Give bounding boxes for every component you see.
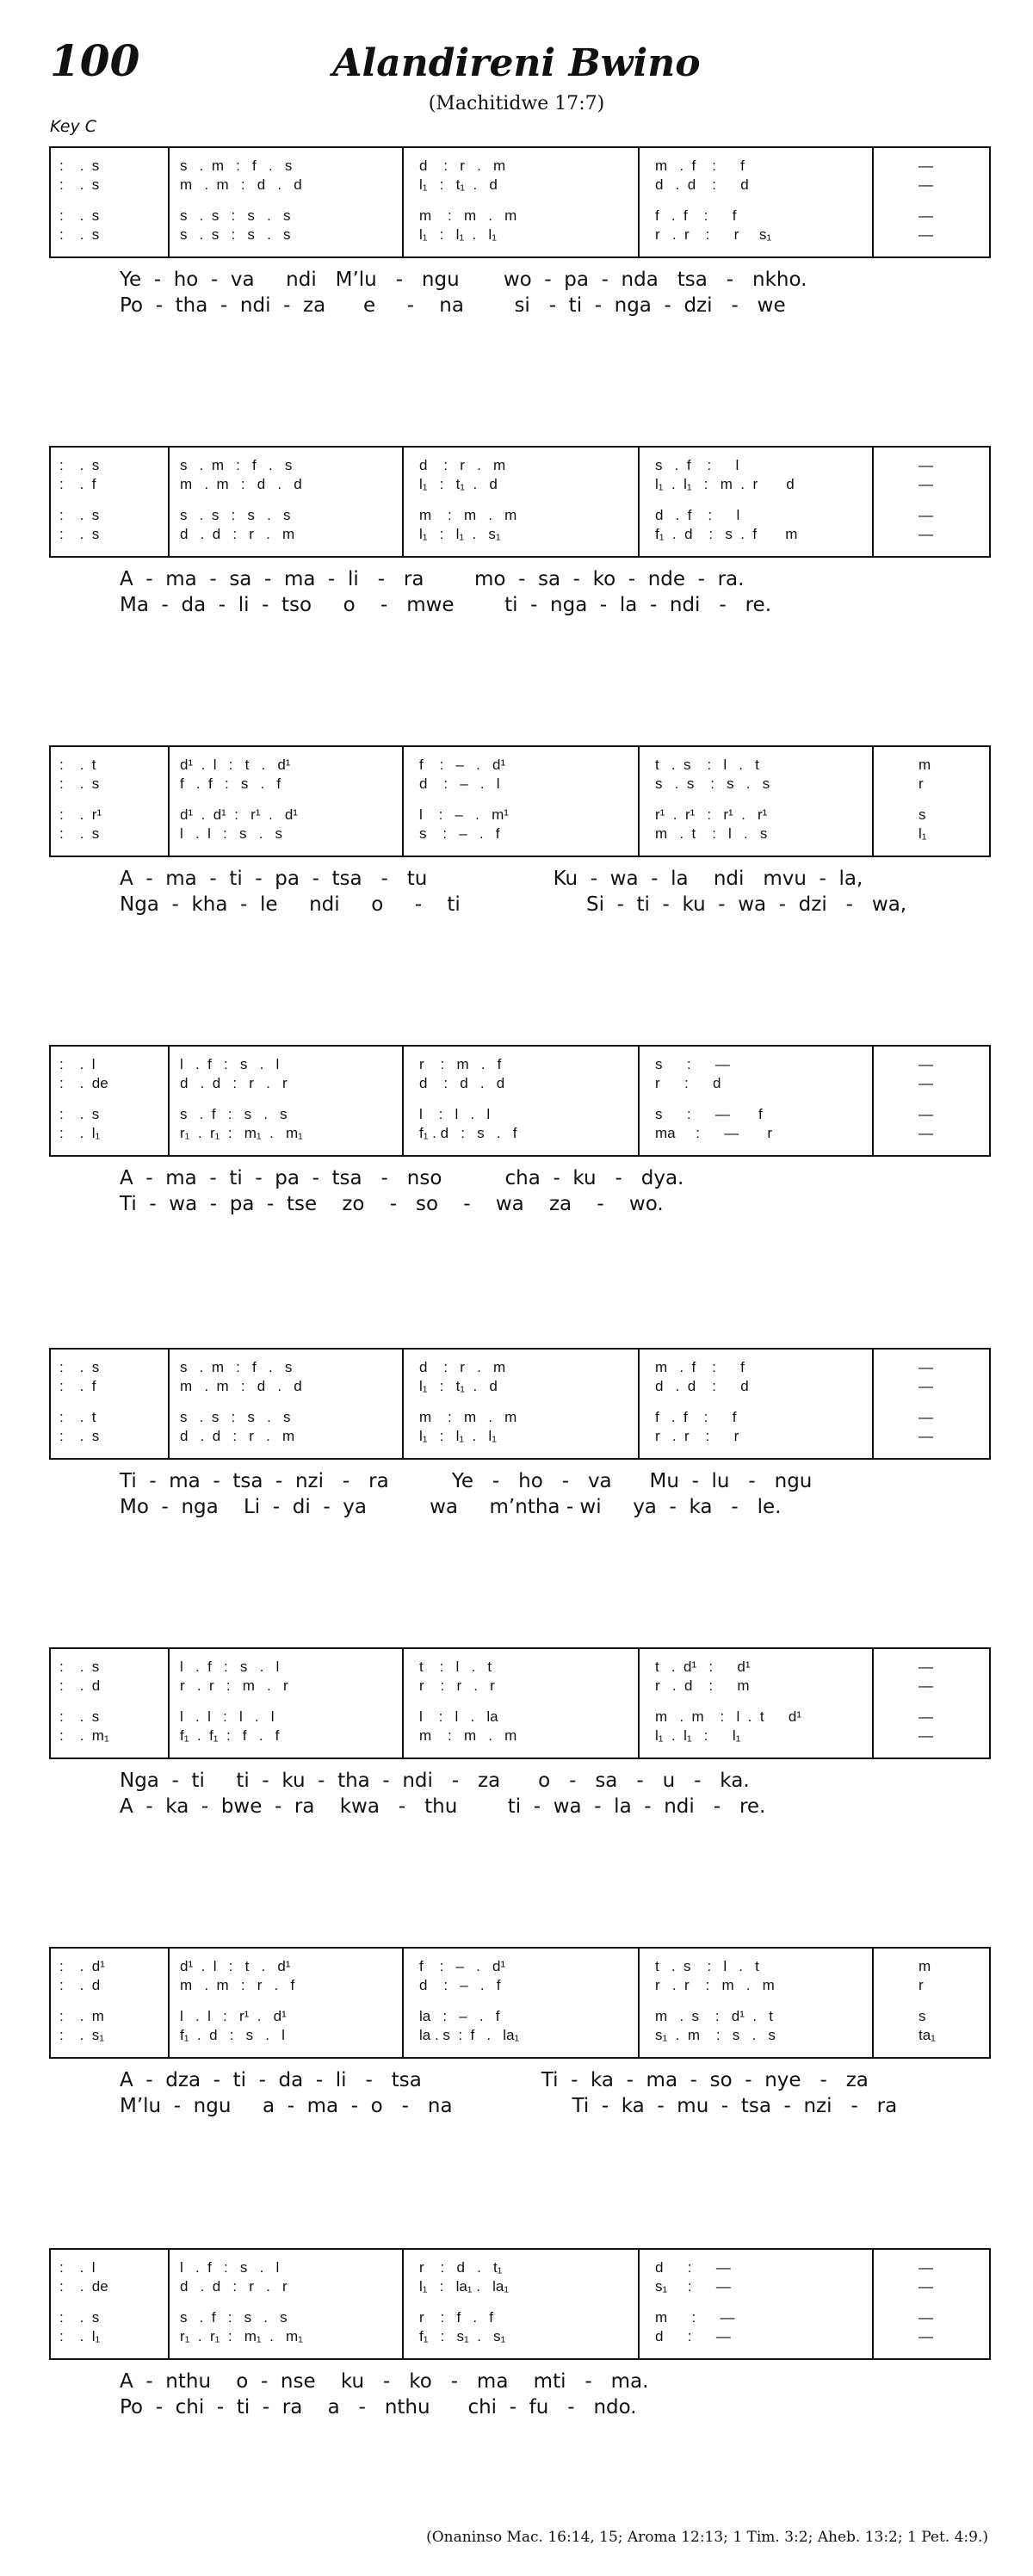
barline	[168, 148, 170, 256]
alto-measure-3: d : d . d	[419, 1075, 505, 1091]
barline	[402, 1047, 404, 1155]
barline	[168, 1949, 170, 2057]
hymn-number: 100	[50, 35, 140, 86]
bass-measure-5: —	[919, 1125, 933, 1141]
tenor-measure-5: —	[919, 1708, 933, 1725]
lyric-line-1: Nga - ti ti - ku - tha - ndi - za o - sa - u - ka.	[120, 1770, 750, 1792]
music-system-6	[49, 1647, 989, 1863]
soprano-measure-1: : . t	[59, 757, 96, 773]
alto-measure-2: r . r : m . r	[180, 1677, 288, 1694]
tenor-measure-1: : . s	[59, 2309, 100, 2326]
soprano-measure-2: l . f : s . l	[180, 1659, 280, 1675]
alto-measure-3: d : – . f	[419, 1977, 501, 1993]
soprano-measure-1: : . l	[59, 1056, 96, 1072]
tenor-measure-3: r : f . f	[419, 2309, 493, 2326]
soprano-measure-5: —	[919, 2259, 933, 2276]
tenor-measure-1: : . t	[59, 1409, 96, 1425]
soprano-measure-3: f : – . d¹	[419, 1958, 506, 1974]
bass-measure-5: —	[919, 2328, 933, 2344]
bass-measure-2: s . s : s . s	[180, 226, 291, 243]
key-signature: Key C	[50, 117, 97, 136]
bass-measure-3: m : m . m	[419, 1727, 517, 1744]
tenor-measure-1: : . s	[59, 1106, 100, 1122]
alto-measure-5: r	[919, 1977, 924, 1993]
bass-measure-2: d . d : r . m	[180, 1428, 295, 1444]
tenor-measure-5: s	[919, 2008, 926, 2024]
soprano-measure-2: l . f : s . l	[180, 2259, 280, 2276]
bass-measure-5: ta₁	[919, 2027, 936, 2043]
alto-measure-3: l₁ : t₁ . d	[419, 476, 498, 492]
barline	[638, 1649, 640, 1757]
tenor-measure-5: —	[919, 1106, 933, 1122]
tenor-measure-5: —	[919, 207, 933, 224]
alto-measure-5: —	[919, 176, 933, 193]
soprano-measure-3: d : r . m	[419, 158, 506, 174]
tenor-measure-4: f . f : f	[655, 1409, 737, 1425]
tenor-measure-1: : . r¹	[59, 806, 102, 823]
bass-measure-4: s₁ . m : s . s	[655, 2027, 776, 2043]
alto-measure-4: d . d : d	[655, 1378, 749, 1394]
soprano-measure-5: —	[919, 1659, 933, 1675]
soprano-measure-3: r : d . t₁	[419, 2259, 503, 2276]
tenor-measure-5: s	[919, 806, 926, 823]
music-system-5	[49, 1348, 989, 1563]
soprano-measure-5: m	[919, 757, 931, 773]
lyric-line-1: Ye - ho - va ndi M’lu - ngu wo - pa - nda tsa - nkho.	[120, 269, 807, 291]
music-system-8	[49, 2248, 989, 2463]
soprano-measure-2: s . m : f . s	[180, 1359, 293, 1375]
tenor-measure-3: m : m . m	[419, 1409, 517, 1425]
tenor-measure-4: m : —	[655, 2309, 735, 2326]
lyric-line-2: Ti - wa - pa - tse zo - so - wa za - wo.	[120, 1193, 664, 1215]
alto-measure-5: —	[919, 476, 933, 492]
bass-measure-1: : . s₁	[59, 2027, 105, 2043]
staff-box	[49, 745, 991, 857]
tenor-measure-3: la : – . f	[419, 2008, 500, 2024]
lyric-line-2: A - ka - bwe - ra kwa - thu ti - wa - la - ndi - re.	[120, 1795, 766, 1818]
music-system-1	[49, 146, 989, 361]
tenor-measure-2: s . s : s . s	[180, 507, 291, 523]
staff-box	[49, 1348, 991, 1460]
alto-measure-1: : . de	[59, 2278, 108, 2295]
barline	[402, 1949, 404, 2057]
soprano-measure-2: l . f : s . l	[180, 1056, 280, 1072]
tenor-measure-3: l : l . la	[419, 1708, 498, 1725]
soprano-measure-4: s . f : l	[655, 457, 739, 473]
tenor-measure-1: : . s	[59, 507, 100, 523]
staff-box	[49, 146, 991, 258]
bass-measure-4: ma : — r	[655, 1125, 773, 1141]
staff-box	[49, 1647, 991, 1759]
alto-measure-1: : . f	[59, 1378, 96, 1394]
footer-references: (Onaninso Mac. 16:14, 15; Aroma 12:13; 1 Tim. 3:2; Aheb. 13:2; 1 Pet. 4:9.)	[426, 2529, 988, 2546]
barline	[872, 148, 874, 256]
staff-box	[49, 446, 991, 558]
soprano-measure-3: d : r . m	[419, 1359, 506, 1375]
alto-measure-4: r . r : m . m	[655, 1977, 775, 1993]
alto-measure-4: s₁ : —	[655, 2278, 731, 2295]
tenor-measure-4: r¹ . r¹ : r¹ . r¹	[655, 806, 768, 823]
barline	[402, 747, 404, 856]
barline	[872, 1350, 874, 1458]
soprano-measure-3: d : r . m	[419, 457, 506, 473]
tenor-measure-1: : . s	[59, 1708, 100, 1725]
alto-measure-1: : . de	[59, 1075, 108, 1091]
music-system-2	[49, 446, 989, 661]
bass-measure-3: l₁ : l₁ . l₁	[419, 1428, 497, 1444]
alto-measure-4: r : d	[655, 1075, 721, 1091]
soprano-measure-1: : . l	[59, 2259, 96, 2276]
tenor-measure-4: f . f : f	[655, 207, 737, 224]
bass-measure-4: r . r : r s₁	[655, 226, 772, 243]
alto-measure-2: d . d : r . r	[180, 1075, 288, 1091]
lyric-line-2: Ma - da - li - tso o - mwe ti - nga - la - ndi - re.	[120, 594, 772, 616]
barline	[638, 148, 640, 256]
hymn-title: Alandireni Bwino	[332, 41, 701, 85]
alto-measure-2: f . f : s . f	[180, 775, 281, 792]
tenor-measure-2: d¹ . d¹ : r¹ . d¹	[180, 806, 298, 823]
bass-measure-4: d : —	[655, 2328, 731, 2344]
soprano-measure-3: t : l . t	[419, 1659, 492, 1675]
barline	[402, 2250, 404, 2358]
soprano-measure-1: : . s	[59, 457, 100, 473]
tenor-measure-5: —	[919, 1409, 933, 1425]
staff-box	[49, 1045, 991, 1157]
tenor-measure-5: —	[919, 507, 933, 523]
bass-measure-3: l₁ : l₁ . s₁	[419, 526, 501, 542]
barline	[168, 1047, 170, 1155]
soprano-measure-4: m . f : f	[655, 158, 745, 174]
lyric-line-1: Ti - ma - tsa - nzi - ra Ye - ho - va Mu - lu - ngu	[120, 1470, 813, 1492]
alto-measure-2: m . m : d . d	[180, 1378, 302, 1394]
alto-measure-5: —	[919, 1677, 933, 1694]
tenor-measure-2: s . f : s . s	[180, 1106, 288, 1122]
soprano-measure-4: t . s : l . t	[655, 757, 759, 773]
barline	[168, 2250, 170, 2358]
barline	[402, 1649, 404, 1757]
alto-measure-1: : . f	[59, 476, 96, 492]
lyric-line-1: A - ma - ti - pa - tsa - nso cha - ku - dya.	[120, 1167, 684, 1189]
alto-measure-5: —	[919, 2278, 933, 2295]
staff-box	[49, 2248, 991, 2360]
lyric-line-2: Mo - nga Li - di - ya wa m’ntha - wi ya - ka - le.	[120, 1496, 782, 1518]
barline	[638, 2250, 640, 2358]
bass-measure-5: —	[919, 1428, 933, 1444]
alto-measure-1: : . s	[59, 176, 100, 193]
soprano-measure-3: r : m . f	[419, 1056, 502, 1072]
soprano-measure-3: f : – . d¹	[419, 757, 506, 773]
bass-measure-5: —	[919, 226, 933, 243]
bass-measure-5: —	[919, 526, 933, 542]
soprano-measure-1: : . s	[59, 1359, 100, 1375]
tenor-measure-4: s : — f	[655, 1106, 763, 1122]
bass-measure-2: r₁ . r₁ : m₁ . m₁	[180, 2328, 303, 2344]
bass-measure-4: m . t : l . s	[655, 825, 768, 842]
music-system-3	[49, 745, 989, 961]
alto-measure-5: —	[919, 1075, 933, 1091]
soprano-measure-5: —	[919, 158, 933, 174]
bass-measure-1: : . s	[59, 526, 100, 542]
alto-measure-2: m . m : r . f	[180, 1977, 295, 1993]
lyric-line-2: M’lu - ngu a - ma - o - na Ti - ka - mu - tsa - nzi - ra	[120, 2095, 898, 2117]
lyric-line-2: Po - chi - ti - ra a - nthu chi - fu - ndo.	[120, 2396, 637, 2418]
barline	[872, 448, 874, 556]
soprano-measure-1: : . s	[59, 1659, 100, 1675]
alto-measure-2: m . m : d . d	[180, 476, 302, 492]
bass-measure-4: r . r : r	[655, 1428, 739, 1444]
barline	[168, 1350, 170, 1458]
alto-measure-2: d . d : r . r	[180, 2278, 288, 2295]
tenor-measure-2: l . l : r¹ . d¹	[180, 2008, 287, 2024]
barline	[168, 1649, 170, 1757]
alto-measure-1: : . d	[59, 1977, 101, 1993]
soprano-measure-2: s . m : f . s	[180, 457, 293, 473]
bass-measure-3: f₁ . d : s . f	[419, 1125, 517, 1141]
soprano-measure-2: d¹ . l : t . d¹	[180, 757, 291, 773]
tenor-measure-3: m : m . m	[419, 507, 517, 523]
alto-measure-4: r . d : m	[655, 1677, 750, 1694]
barline	[168, 747, 170, 856]
alto-measure-2: m . m : d . d	[180, 176, 302, 193]
alto-measure-1: : . d	[59, 1677, 101, 1694]
tenor-measure-4: d . f : l	[655, 507, 740, 523]
barline	[638, 747, 640, 856]
soprano-measure-1: : . s	[59, 158, 100, 174]
bass-measure-4: f₁ . d : s . f m	[655, 526, 798, 542]
barline	[872, 2250, 874, 2358]
soprano-measure-5: —	[919, 1359, 933, 1375]
bass-measure-2: f₁ . d : s . l	[180, 2027, 285, 2043]
bass-measure-3: s : – . f	[419, 825, 500, 842]
bass-measure-5: l₁	[919, 825, 927, 842]
bass-measure-3: l₁ : l₁ . l₁	[419, 226, 497, 243]
barline	[872, 1649, 874, 1757]
tenor-measure-2: s . s : s . s	[180, 207, 291, 224]
barline	[402, 148, 404, 256]
lyric-line-2: Po - tha - ndi - za e - na si - ti - nga - dzi - we	[120, 294, 786, 317]
alto-measure-3: r : r . r	[419, 1677, 495, 1694]
soprano-measure-4: t . d¹ : d¹	[655, 1659, 751, 1675]
alto-measure-3: d : – . l	[419, 775, 500, 792]
tenor-measure-1: : . s	[59, 207, 100, 224]
soprano-measure-4: d : —	[655, 2259, 731, 2276]
barline	[872, 747, 874, 856]
tenor-measure-3: m : m . m	[419, 207, 517, 224]
bass-measure-2: f₁ . f₁ : f . f	[180, 1727, 280, 1744]
barline	[402, 1350, 404, 1458]
soprano-measure-5: m	[919, 1958, 931, 1974]
tenor-measure-4: m . s : d¹ . t	[655, 2008, 773, 2024]
tenor-measure-1: : . m	[59, 2008, 104, 2024]
barline	[638, 1047, 640, 1155]
bass-measure-1: : . s	[59, 226, 100, 243]
tenor-measure-3: l : – . m¹	[419, 806, 509, 823]
soprano-measure-4: m . f : f	[655, 1359, 745, 1375]
bass-measure-3: f₁ : s₁ . s₁	[419, 2328, 506, 2344]
alto-measure-3: l₁ : t₁ . d	[419, 1378, 498, 1394]
lyric-line-2: Nga - kha - le ndi o - ti Si - ti - ku - wa - dzi - wa,	[120, 893, 907, 916]
tenor-measure-2: s . f : s . s	[180, 2309, 288, 2326]
bass-measure-5: —	[919, 1727, 933, 1744]
music-system-7	[49, 1947, 989, 2162]
barline	[638, 448, 640, 556]
bass-measure-1: : . l₁	[59, 2328, 101, 2344]
bass-measure-1: : . l₁	[59, 1125, 101, 1141]
soprano-measure-2: d¹ . l : t . d¹	[180, 1958, 291, 1974]
tenor-measure-2: l . l : l . l	[180, 1708, 275, 1725]
bass-measure-1: : . m₁	[59, 1727, 109, 1744]
bass-measure-4: l₁ . l₁ : l₁	[655, 1727, 741, 1744]
alto-measure-1: : . s	[59, 775, 100, 792]
alto-measure-5: r	[919, 775, 924, 792]
soprano-measure-1: : . d¹	[59, 1958, 105, 1974]
lyric-line-1: A - dza - ti - da - li - tsa Ti - ka - ma - so - nye - za	[120, 2069, 869, 2091]
bass-measure-1: : . s	[59, 825, 100, 842]
tenor-measure-3: l : l . l	[419, 1106, 491, 1122]
alto-measure-3: l₁ : la₁ . la₁	[419, 2278, 510, 2295]
staff-box	[49, 1947, 991, 2059]
alto-measure-4: d . d : d	[655, 176, 749, 193]
soprano-measure-4: s : —	[655, 1056, 730, 1072]
soprano-measure-5: —	[919, 1056, 933, 1072]
lyric-line-1: A - nthu o - nse ku - ko - ma mti - ma.	[120, 2370, 649, 2393]
alto-measure-5: —	[919, 1378, 933, 1394]
bass-measure-3: la . s : f . la₁	[419, 2027, 520, 2043]
soprano-measure-4: t . s : l . t	[655, 1958, 759, 1974]
barline	[402, 448, 404, 556]
barline	[872, 1047, 874, 1155]
barline	[168, 448, 170, 556]
tenor-measure-5: —	[919, 2309, 933, 2326]
alto-measure-4: s . s : s . s	[655, 775, 770, 792]
bass-measure-1: : . s	[59, 1428, 100, 1444]
barline	[872, 1949, 874, 2057]
bass-measure-2: r₁ . r₁ : m₁ . m₁	[180, 1125, 303, 1141]
music-system-4	[49, 1045, 989, 1260]
lyric-line-1: A - ma - sa - ma - li - ra mo - sa - ko - nde - ra.	[120, 568, 745, 590]
tenor-measure-2: s . s : s . s	[180, 1409, 291, 1425]
tenor-measure-4: m . m : l . t d¹	[655, 1708, 802, 1725]
bass-measure-2: l . l : s . s	[180, 825, 283, 842]
alto-measure-4: l₁ . l₁ : m . r d	[655, 476, 795, 492]
soprano-measure-2: s . m : f . s	[180, 158, 293, 174]
barline	[638, 1949, 640, 2057]
alto-measure-3: l₁ : t₁ . d	[419, 176, 498, 193]
scripture-reference: (Machitidwe 17:7)	[428, 93, 605, 114]
barline	[638, 1350, 640, 1458]
soprano-measure-5: —	[919, 457, 933, 473]
bass-measure-2: d . d : r . m	[180, 526, 295, 542]
lyric-line-1: A - ma - ti - pa - tsa - tu Ku - wa - la ndi mvu - la,	[120, 868, 863, 890]
